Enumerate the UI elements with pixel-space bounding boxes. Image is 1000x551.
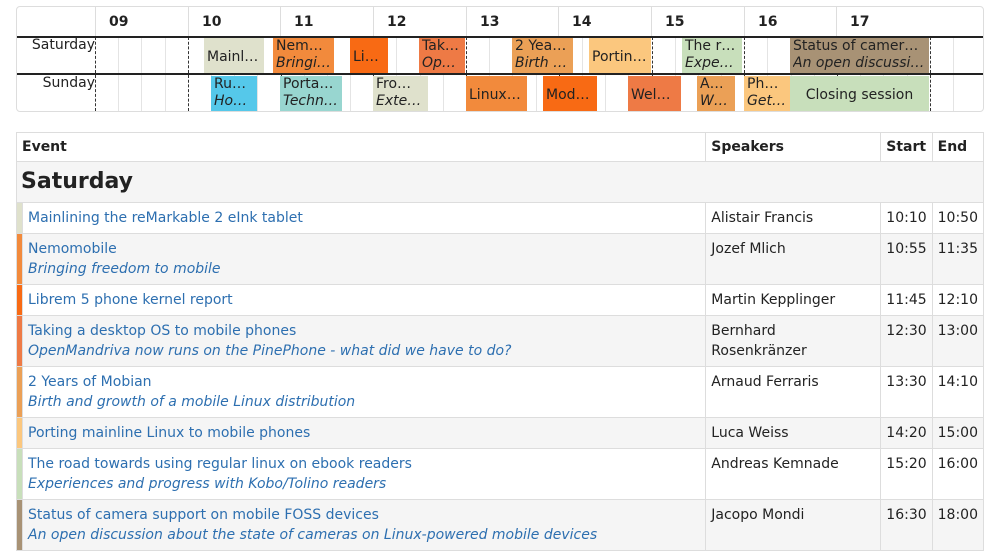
timeline-event[interactable]: Status of camer… An open discussi… (790, 38, 929, 73)
grid-line (536, 75, 537, 111)
event-subtitle-link[interactable]: Birth and growth of a mobile Linux distribution (28, 394, 356, 410)
end-column-header: End (932, 133, 983, 162)
timeline-event[interactable]: Welc… (628, 76, 681, 111)
table-row (17, 418, 984, 449)
table-row (17, 367, 984, 418)
table-row (17, 203, 984, 234)
event-title-link[interactable]: Porting mainline Linux to mobile phones (28, 425, 311, 441)
end-time-cell: 18:00 (932, 500, 983, 551)
hour-header: 15 (651, 7, 744, 36)
table-row (17, 449, 984, 500)
timeline-event[interactable]: Mainl… (204, 38, 264, 73)
grid-line (141, 37, 142, 73)
event-title-link[interactable]: Taking a desktop OS to mobile phones (28, 323, 297, 339)
hour-header: 13 (466, 7, 558, 36)
grid-line (652, 37, 654, 73)
grid-line (118, 37, 119, 73)
end-time-cell: 14:10 (932, 367, 983, 418)
timeline-day-sunday: Sunday (42, 75, 95, 91)
event-title-link[interactable]: Mainlining the reMarkable 2 eInk tablet (28, 210, 303, 226)
end-time-cell: 12:10 (932, 285, 983, 316)
start-time-cell: 10:10 (881, 203, 932, 234)
timeline-event[interactable]: Tak… Op… (419, 38, 465, 73)
hour-header: 16 (744, 7, 836, 36)
end-time-cell: 10:50 (932, 203, 983, 234)
end-time-cell: 16:00 (932, 449, 983, 500)
start-time-cell: 16:30 (881, 500, 932, 551)
timeline-event[interactable]: Mod… (543, 76, 597, 111)
start-column-header: Start (881, 133, 932, 162)
grid-line (165, 75, 166, 111)
timeline-event[interactable]: Linux… (466, 76, 527, 111)
speakers-column-header: Speakers (706, 133, 881, 162)
event-subtitle-link[interactable]: An open discussion about the state of cameras on Linux-powered mobile devices (28, 527, 598, 543)
event-title-link[interactable]: 2 Years of Mobian (28, 374, 152, 390)
timeline-event[interactable]: Ph… Get… (744, 76, 790, 111)
speaker-cell: Alistair Francis (706, 203, 881, 234)
table-row (17, 500, 984, 551)
schedule-timeline (16, 6, 984, 112)
speaker-cell: Bernhard Rosenkränzer (706, 316, 881, 367)
end-time-cell: 13:00 (932, 316, 983, 367)
event-cell (23, 316, 706, 367)
grid-line (95, 75, 97, 111)
grid-line (188, 37, 190, 73)
grid-line (257, 75, 258, 111)
end-time-cell: 11:35 (932, 234, 983, 285)
speaker-cell: Luca Weiss (706, 418, 881, 449)
start-time-cell: 15:20 (881, 449, 932, 500)
grid-line (489, 37, 490, 73)
start-time-cell: 13:30 (881, 367, 932, 418)
event-column-header: Event (17, 133, 706, 162)
grid-line (582, 37, 583, 73)
start-time-cell: 12:30 (881, 316, 932, 367)
hour-header: 09 (95, 7, 188, 36)
grid-line (744, 37, 746, 73)
grid-line (466, 37, 468, 73)
timeline-day-saturday: Saturday (31, 37, 95, 53)
grid-line (605, 75, 606, 111)
timeline-event[interactable]: Porta… Techn… (280, 76, 342, 111)
timeline-event[interactable]: Nem… Bringi… (273, 38, 334, 73)
timeline-event[interactable]: A… W… (697, 76, 735, 111)
grid-line (443, 75, 444, 111)
start-time-cell: 14:20 (881, 418, 932, 449)
hour-header: 11 (280, 7, 373, 36)
grid-line (953, 37, 954, 73)
timeline-event[interactable]: 2 Yea… Birth … (512, 38, 573, 73)
event-cell (23, 234, 706, 285)
event-title-link[interactable]: Librem 5 phone kernel report (28, 292, 233, 308)
grid-line (95, 37, 97, 73)
grid-line (141, 75, 142, 111)
event-cell (23, 367, 706, 418)
grid-line (396, 37, 397, 73)
speaker-cell: Martin Kepplinger (706, 285, 881, 316)
event-cell (23, 418, 706, 449)
grid-line (930, 75, 932, 111)
hour-header: 10 (188, 7, 280, 36)
timeline-event[interactable]: Portin… (589, 38, 651, 73)
event-cell (23, 500, 706, 551)
start-time-cell: 10:55 (881, 234, 932, 285)
end-time-cell: 15:00 (932, 418, 983, 449)
schedule-table (16, 132, 984, 551)
speaker-cell: Jacopo Mondi (706, 500, 881, 551)
timeline-event[interactable]: Fro… Exte… (373, 76, 428, 111)
grid-line (350, 75, 351, 111)
hour-header: 12 (373, 7, 466, 36)
table-row (17, 285, 984, 316)
grid-line (165, 37, 166, 73)
event-cell (23, 285, 706, 316)
event-cell (23, 449, 706, 500)
grid-line (675, 37, 676, 73)
speaker-cell: Jozef Mlich (706, 234, 881, 285)
timeline-event[interactable]: Li… (350, 38, 388, 73)
grid-line (188, 75, 190, 111)
speaker-cell: Andreas Kemnade (706, 449, 881, 500)
event-title-link[interactable]: Status of camera support on mobile FOSS devices (28, 507, 379, 523)
grid-line (930, 37, 932, 73)
table-row (17, 234, 984, 285)
start-time-cell: 11:45 (881, 285, 932, 316)
event-subtitle-link[interactable]: Bringing freedom to mobile (28, 261, 221, 277)
event-title-link[interactable]: Nemomobile (28, 241, 117, 257)
event-subtitle-link[interactable]: Experiences and progress with Kobo/Tolino readers (28, 476, 387, 492)
event-cell (23, 203, 706, 234)
table-row (17, 316, 984, 367)
timeline-event[interactable]: Closing session (790, 76, 929, 111)
day-heading: Saturday (17, 162, 984, 203)
hour-header: 17 (836, 7, 983, 36)
grid-line (767, 37, 768, 73)
event-title-link[interactable]: The road towards using regular linux on ebook readers (28, 456, 412, 472)
event-subtitle-link[interactable]: OpenMandriva now runs on the PinePhone - what did we have to do? (28, 343, 512, 359)
grid-line (953, 75, 954, 111)
timeline-event[interactable]: The r… Exper… (682, 38, 742, 73)
speaker-cell: Arnaud Ferraris (706, 367, 881, 418)
grid-line (118, 75, 119, 111)
timeline-event[interactable]: Ru… Ho… (211, 76, 257, 111)
row-divider (17, 73, 983, 75)
hour-header: 14 (558, 7, 651, 36)
